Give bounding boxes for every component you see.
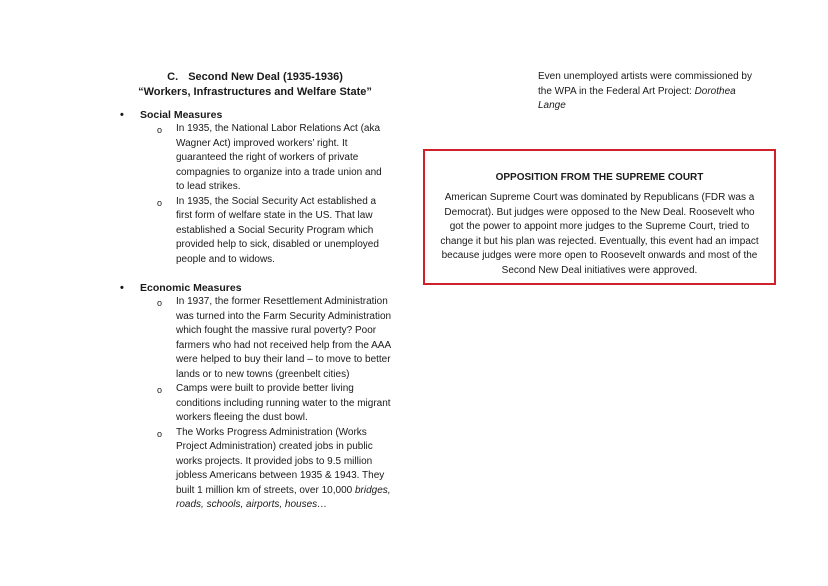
section-title-text: Economic Measures [140, 282, 242, 294]
heading-title: Second New Deal (1935-1936) [188, 71, 343, 83]
list-item [110, 295, 392, 382]
social-measures-section [110, 108, 410, 267]
list-item [110, 382, 392, 426]
right-note [538, 70, 766, 114]
box-title: OPPOSITION FROM THE SUPREME COURT [495, 172, 704, 183]
list-item-text: In 1935, the Social Security Act established a first form of welfare state in the US. That law established a Social Security Program which provided help to sick, disabled or unemployed people and to widows. [176, 195, 379, 265]
section-title-text: Social Measures [140, 109, 223, 121]
list-item-text: In 1937, the former Resettlement Administration was turned into the Farm Security Administration which fought the massive rural poverty? Poor farmers who had not received help from the AAA were helped to buy their land – to move to better lands or to new towns (greenbelt cities) [176, 296, 392, 380]
list-item [110, 195, 392, 268]
heading-subtitle: “Workers, Infrastructures and Welfare State” [138, 86, 372, 98]
economic-measures-section [110, 281, 410, 513]
bullet-icon: • [120, 282, 124, 294]
bullet-list [110, 295, 410, 513]
circle-bullet-icon: o [157, 197, 163, 208]
bullet-icon: • [120, 109, 124, 121]
left-column [110, 70, 410, 513]
section-title [110, 281, 410, 295]
section-title [110, 108, 410, 122]
list-item-text: The Works Progress Administration (Works Project Administration) created jobs in public works projects. It provided jobs to 9.5 million jobless Americans between 1935 & 1943. They built 1 million km of streets, over 10,000 [176, 426, 385, 496]
list-item-text: Camps were built to provide better living conditions including running water to the migrant workers fleeing the dust bowl. [176, 383, 391, 423]
list-item [110, 122, 392, 195]
bullet-list [110, 122, 410, 267]
heading-number: C. [167, 71, 179, 83]
list-item-italic-text: bridges, roads, schools, airports, houses… [176, 484, 391, 510]
supreme-court-box [423, 149, 776, 285]
circle-bullet-icon: o [157, 125, 163, 135]
circle-bullet-icon: o [157, 298, 163, 308]
list-item-text: In 1935, the National Labor Relations Act (aka Wagner Act) improved workers’ right. It guaranteed the right of workers of private compagnies to organize into a trade union and to lead strikes. [176, 123, 382, 192]
box-body: American Supreme Court was dominated by Republicans (FDR was a Democrat). But judges were opposed to the New Deal. Roosevelt who got the power to appoint more judges to the Supreme Court, tried to change it but his plan was rejected. Eventually, this event had an impact because judges were more open to Roosevelt onwards and most of the Second New Deal initiatives were approved. [440, 192, 759, 276]
circle-bullet-icon: o [157, 428, 163, 439]
heading-title-line [110, 70, 400, 85]
list-item [110, 426, 392, 513]
circle-bullet-icon: o [157, 385, 163, 395]
right-note-italic: Dorothea Lange [538, 85, 736, 111]
right-note-text: Even unemployed artists were commissioned by the WPA in the Federal Art Project: [538, 71, 752, 97]
section-heading [110, 70, 400, 100]
